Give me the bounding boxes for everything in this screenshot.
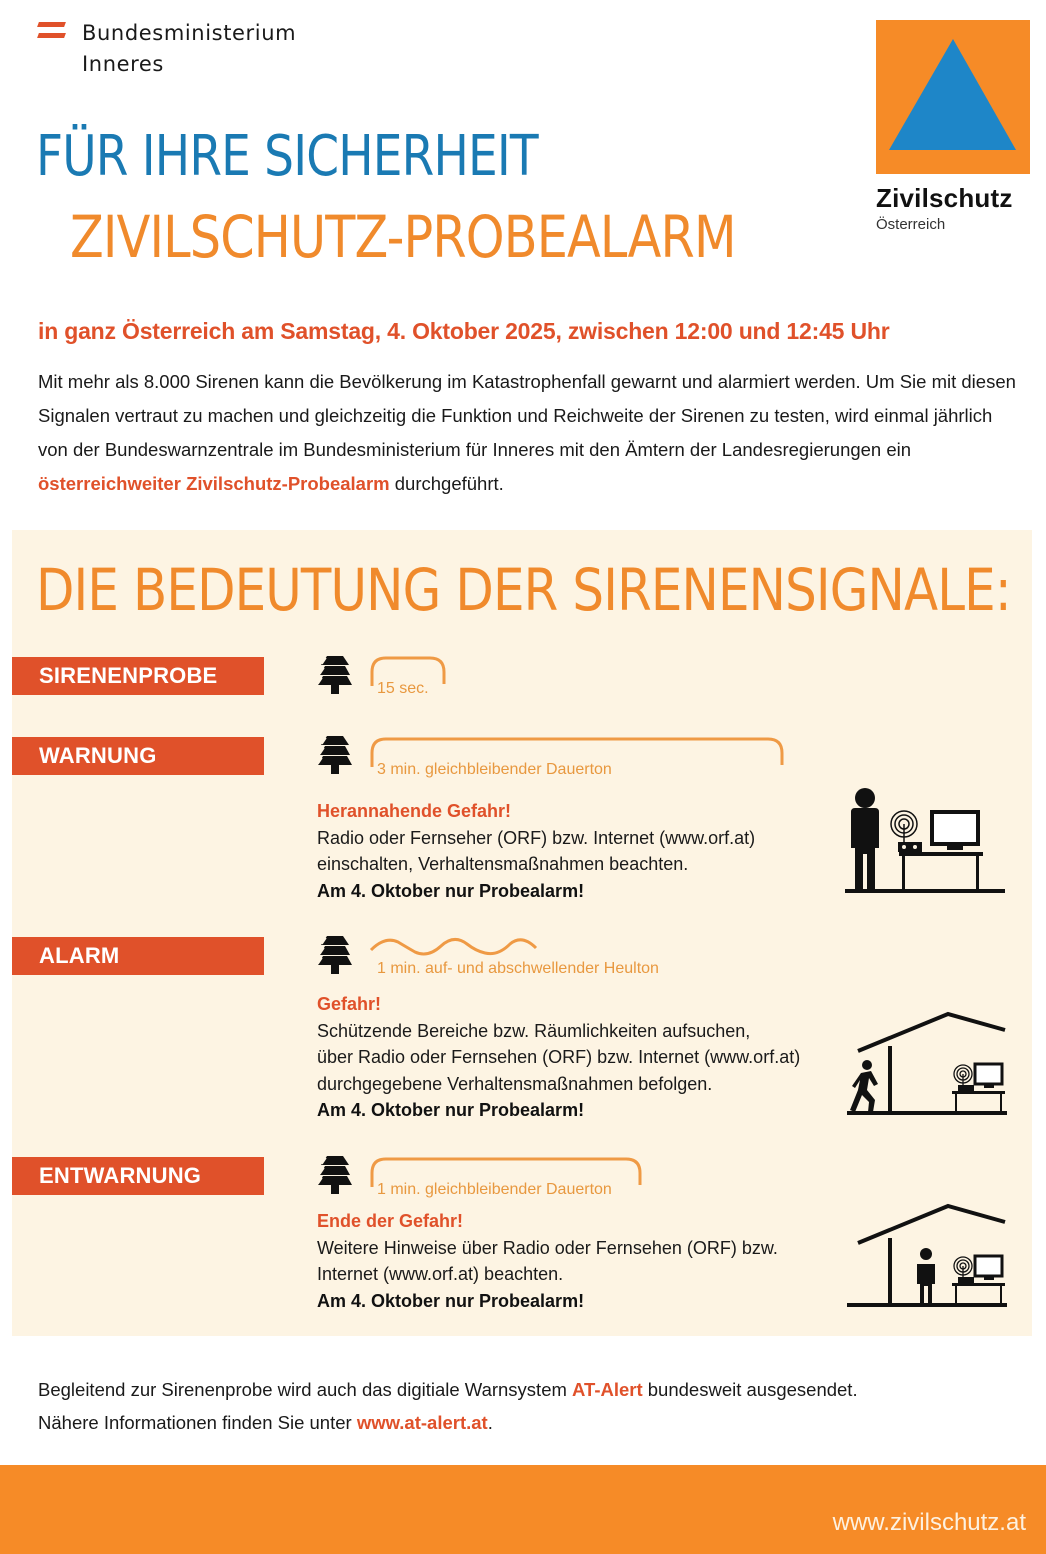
siren-icon: [318, 936, 352, 974]
text: Begleitend zur Sirenenprobe wird auch das digitiale Warnsystem: [38, 1379, 573, 1400]
austria-flag-icon: [38, 22, 66, 40]
footer-bar: [0, 1465, 1046, 1554]
civil-defense-triangle-icon: [876, 20, 1030, 174]
signal-heading-alarm: Gefahr!: [317, 994, 382, 1014]
signal-note: Am 4. Oktober nur Probealarm!: [317, 1100, 585, 1120]
signal-text-line: Internet (www.orf.at) beachten.: [317, 1264, 564, 1284]
signal-label-warnung: WARNUNG: [12, 737, 264, 775]
text: Nähere Informationen finden Sie unter: [38, 1412, 357, 1433]
signal-note: Am 4. Oktober nur Probealarm!: [317, 1290, 585, 1311]
signal-heading-warnung: Herannahende Gefahr!: [317, 801, 512, 821]
signal-text-line: Schützende Bereiche bzw. Räumlichkeiten aufsuchen,: [317, 1020, 751, 1041]
logo-subtitle: Österreich: [876, 216, 946, 233]
signal-note: Am 4. Oktober nur Probealarm!: [317, 880, 585, 901]
signal-text-line: einschalten, Verhaltensmaßnahmen beachten.: [317, 854, 689, 874]
intro-text-after: durchgeführt.: [389, 473, 504, 494]
signal-description-warnung: [317, 798, 755, 904]
intro-highlight: österreichweiter Zivilschutz-Probealarm: [38, 473, 390, 494]
signal-text-line: über Radio oder Fernsehen (ORF) bzw. Internet (www.orf.at): [317, 1047, 801, 1067]
intro-paragraph: [38, 365, 1018, 501]
signal-duration-alarm: 1 min. auf- und abschwellender Heulton: [377, 960, 659, 977]
signal-description-alarm: [317, 991, 800, 1124]
signal-duration-sirenenprobe: 15 sec.: [377, 680, 429, 697]
page-title-line2: ZIVILSCHUTZ-PROBEALARM: [70, 203, 736, 271]
siren-icon: [318, 656, 352, 694]
at-alert-link[interactable]: www.at-alert.at: [356, 1412, 488, 1433]
ministry-name-line1: Bundesministerium: [82, 21, 297, 45]
zivilschutz-logo: [876, 20, 1036, 240]
signals-title: DIE BEDEUTUNG DER SIRENENSIGNALE:: [36, 556, 1011, 624]
page-title-line1: FÜR IHRE SICHERHEIT: [36, 124, 538, 189]
signal-text-line: Radio oder Fernseher (ORF) bzw. Internet (www.orf.at): [317, 827, 756, 848]
signal-label-sirenenprobe: SIRENENPROBE: [12, 657, 264, 695]
person-inside-house-icon: [845, 1200, 1010, 1310]
signal-label-entwarnung: ENTWARNUNG: [12, 1157, 264, 1195]
signal-description-entwarnung: [317, 1208, 778, 1314]
text: bundesweit ausgesendet.: [642, 1379, 858, 1400]
at-alert-line2: [38, 1406, 858, 1439]
signal-text-line: durchgegebene Verhaltensmaßnahmen befolgen.: [317, 1073, 713, 1094]
person-with-radio-and-tv-icon: [843, 786, 1008, 896]
signal-duration-entwarnung: 1 min. gleichbleibender Dauerton: [377, 1181, 612, 1198]
person-walking-into-house-icon: [845, 1008, 1010, 1118]
signal-text-line: Weitere Hinweise über Radio oder Fernsehen (ORF) bzw.: [317, 1237, 778, 1258]
signal-heading-entwarnung: Ende der Gefahr!: [317, 1211, 464, 1231]
text: .: [487, 1412, 493, 1433]
event-date-line: in ganz Österreich am Samstag, 4. Oktober 2025, zwischen 12:00 und 12:45 Uhr: [38, 318, 890, 344]
at-alert-info: [38, 1373, 858, 1439]
signal-duration-warnung: 3 min. gleichbleibender Dauerton: [377, 761, 612, 778]
siren-icon: [318, 736, 352, 774]
siren-icon: [318, 1156, 352, 1194]
footer-website-link[interactable]: www.zivilschutz.at: [832, 1509, 1026, 1536]
ministry-name: [82, 18, 296, 80]
ministry-logo: [38, 18, 338, 78]
at-alert-highlight: AT-Alert: [572, 1379, 643, 1400]
wailing-tone-wave-icon: [368, 934, 543, 960]
ministry-name-line2: Inneres: [82, 52, 164, 76]
signal-label-alarm: ALARM: [12, 937, 264, 975]
at-alert-line1: [38, 1373, 858, 1406]
intro-text-before: Mit mehr als 8.000 Sirenen kann die Bevölkerung im Katastrophenfall gewarnt und alarmiert werden. Um Sie mit diesen Signalen vertraut zu machen und gleichzeitig die Funktion und Reichweite der Sirenen zu testen, wird einmal jährlich von der Bundeswarnzentrale im Bundesministerium für Inneres mit den Ämtern der Landesregierungen ein: [38, 371, 1016, 460]
logo-name: Zivilschutz: [876, 183, 1013, 213]
